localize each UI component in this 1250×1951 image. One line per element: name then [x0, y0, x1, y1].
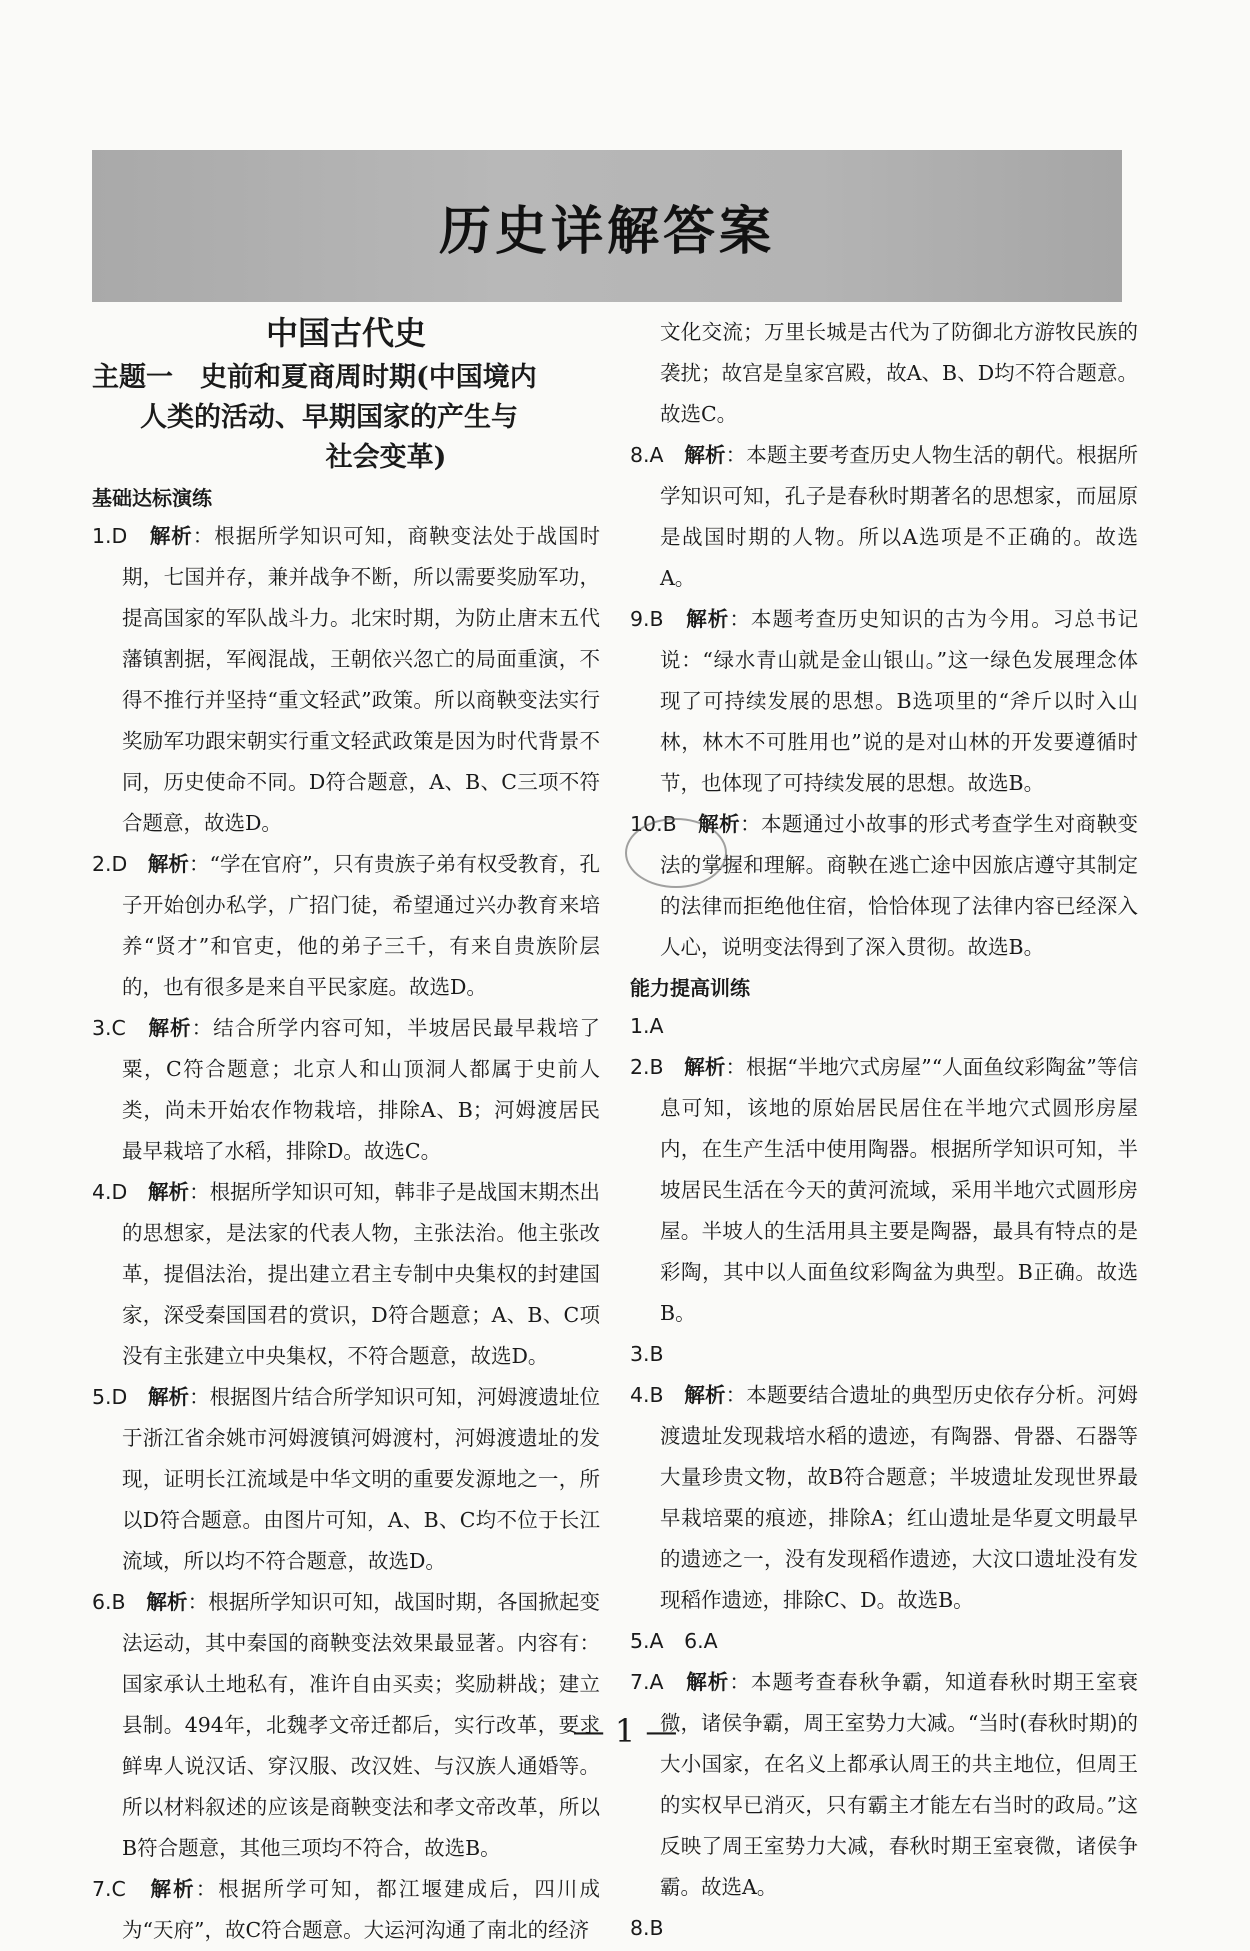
answer-text: ：根据所学知识可知，商鞅变法处于战国时期，七国并存，兼并战争不断，所以需要奖励军功，提高国家的军队战斗力。北宋时期，为防止唐末五代藩镇割据，军阀混战，王朝依兴忽亡的局面重演，不得不推行并坚持“重文轻武”政策。所以商鞅变法实行奖励军功跟宋朝实行重文轻武政策是因为时代背景不同，历史使命不同。D符合题意，A、B、C三项不符合题意，故选D。 — [122, 524, 600, 835]
analysis-label: 解析 — [147, 852, 189, 876]
answer-text: ：结合所学内容可知，半坡居民最早栽培了粟，C符合题意；北京人和山顶洞人都属于史前人类，尚未开始农作物栽培，排除A、B；河姆渡居民最早栽培了水稻，排除D。故选C。 — [122, 1016, 601, 1163]
answer-text: ：根据所学知识可知，战国时期，各国掀起变法运动，其中秦国的商鞅变法效果最显著。内容有：国家承认土地私有，准许自由买卖；奖励耕战；建立县制。494年，北魏孝文帝迁都后，实行改革，要求鲜卑人说汉话、穿汉服、改汉姓、与汉族人通婚等。所以材料叙述的应该是商鞅变法和孝文帝改革，所以B符合题意，其他三项均不符合，故选B。 — [122, 1590, 600, 1860]
answer-label: 1.D — [92, 524, 150, 548]
basic-heading: 基础达标演练 — [92, 486, 212, 510]
answer-text: ：根据“半地穴式房屋”“人面鱼纹彩陶盆”等信息可知，该地的原始居民居住在半地穴式圆形房屋内，在生产生活中使用陶器。根据所学知识可知，半坡居民生活在今天的黄河流域，采用半地穴式圆形房屋。半坡人的生活用具主要是陶器，最具有特点的是彩陶，其中以人面鱼纹彩陶盆为典型。B正确。故选B。 — [660, 1055, 1139, 1325]
answer-item — [92, 1869, 600, 1951]
advanced-answer-list — [630, 1006, 1138, 1949]
answer-short: 1.A — [630, 1014, 664, 1038]
answer-short: 8.B — [630, 1916, 664, 1940]
topic-line-3: 社会变革) — [325, 442, 447, 473]
answer-text: ：根据所学知识可知，韩非子是战国末期杰出的思想家，是法家的代表人物，主张法治。他主张改革，提倡法治，提出建立君主专制中央集权的封建国家，深受秦国国君的赏识，D符合题意；A、B、C项没有主张建立中央集权，不符合题意，故选D。 — [122, 1180, 601, 1368]
page-number: — 1 — — [572, 1712, 678, 1750]
answer-text: ：本题考查历史知识的古为今用。习总书记说：“绿水青山就是金山银山。”这一绿色发展理念体现了可持续发展的思想。B选项里的“斧斤以时入山林，林木不可胜用也”说的是对山林的开发要遵循时节，也体现了可持续发展的思想。故选B。 — [660, 607, 1138, 795]
answer-label: 9.B — [630, 607, 687, 631]
answer-label: 2.B — [630, 1055, 685, 1079]
answer-label: 7.C — [92, 1877, 151, 1901]
stamp-seal — [625, 818, 727, 888]
answer-item — [630, 435, 1138, 599]
answer-item — [92, 1008, 600, 1172]
answer-text: ：本题要结合遗址的典型历史依存分析。河姆渡遗址发现栽培水稻的遗迹，有陶器、骨器、石器等大量珍贵文物，故B符合题意；半坡遗址发现世界最早栽培粟的痕迹，排除A；红山遗址是华夏文明最早的遗迹之一，没有发现稻作遗迹，大汶口遗址没有发现稻作遗迹，排除C、D。故选B。 — [660, 1383, 1138, 1612]
answer-short: 5.A 6.A — [630, 1629, 718, 1653]
analysis-label: 解析 — [147, 1385, 190, 1409]
answer-text: ：根据所学可知，都江堰建成后，四川成为“天府”，故C符合题意。大运河沟通了南北的经济 — [122, 1877, 601, 1942]
analysis-label: 解析 — [698, 812, 741, 836]
answer-label: 5.D — [92, 1385, 148, 1409]
page-title: 历史详解答案 — [438, 200, 775, 262]
answer-text: ：根据图片结合所学知识可知，河姆渡遗址位于浙江省余姚市河姆渡镇河姆渡村，河姆渡遗址的发现，证明长江流域是中华文明的重要发源地之一，所以D符合题意。由图片可知，A、B、C均不位于长江流域，所以均不符合题意，故选D。 — [122, 1385, 601, 1573]
answer-text: ：本题通过小故事的形式考查学生对商鞅变法的掌握和理解。商鞅在逃亡途中因旅店遵守其制定的法律而拒绝他住宿，恰恰体现了法律内容已经深入人心，说明变法得到了深入贯彻。故选B。 — [660, 812, 1139, 959]
topic-title — [92, 358, 600, 478]
answer-text: ：“学在官府”，只有贵族子弟有权受教育，孔子开始创办私学，广招门徒，希望通过兴办教育来培养“贤才”和官吏，他的弟子三千，有来自贵族阶层的，也有很多是来自平民家庭。故选D。 — [122, 852, 600, 999]
answer-label: 4.B — [630, 1383, 685, 1407]
answer-text: ：本题主要考查历史人物生活的朝代。根据所学知识可知，孔子是春秋时期著名的思想家，而屈原是战国时期的人物。所以A选项是不正确的。故选A。 — [660, 443, 1139, 590]
topic-line-2: 人类的活动、早期国家的产生与 — [140, 402, 518, 433]
right-column — [630, 312, 1138, 1949]
answer-label: 6.B — [92, 1590, 147, 1614]
analysis-label: 解析 — [149, 524, 193, 548]
analysis-label: 解析 — [146, 1590, 188, 1614]
analysis-label: 解析 — [147, 1180, 190, 1204]
left-column — [92, 312, 600, 1951]
answer-item — [630, 1375, 1138, 1621]
analysis-label: 解析 — [684, 443, 726, 467]
answer-label: 3.C — [92, 1016, 149, 1040]
answer-label: 10.B — [630, 812, 699, 836]
answer-short: 3.B — [630, 1342, 664, 1366]
advanced-heading: 能力提高训练 — [630, 976, 750, 1000]
analysis-label: 解析 — [686, 607, 730, 631]
answer-text: ：本题考查春秋争霸，知道春秋时期王室衰微，诸侯争霸，周王室势力大减。“当时(春秋时期)的大小国家，在名义上都承认周王的共主地位，但周王的实权早已消灭，只有霸主才能左右当时的政局。”这反映了周王室势力大减，春秋时期王室衰微，诸侯争霸。故选A。 — [660, 1670, 1139, 1899]
answer-label: 4.D — [92, 1180, 148, 1204]
analysis-label: 解析 — [684, 1055, 726, 1079]
answer-item — [92, 516, 600, 844]
answer-item — [92, 1377, 600, 1582]
answer-item — [630, 1662, 1138, 1908]
answer-label: 2.D — [92, 852, 148, 876]
title-banner — [92, 150, 1122, 302]
answer-continuation: 文化交流；万里长城是古代为了防御北方游牧民族的袭扰；故宫是皇家宫殿，故A、B、D均不符合题意。故选C。 — [660, 320, 1138, 426]
answer-item — [630, 599, 1138, 804]
analysis-label: 解析 — [686, 1670, 730, 1694]
answer-label: 7.A — [630, 1670, 687, 1694]
topic-line-1: 主题一 史前和夏商周时期(中国境内 — [92, 362, 537, 393]
answer-item — [630, 1047, 1138, 1334]
answer-item — [92, 1172, 600, 1377]
analysis-label: 解析 — [148, 1016, 192, 1040]
answer-label: 8.A — [630, 443, 685, 467]
section-title: 中国古代史 — [265, 314, 426, 352]
answer-item — [92, 844, 600, 1008]
analysis-label: 解析 — [150, 1877, 196, 1901]
analysis-label: 解析 — [684, 1383, 726, 1407]
